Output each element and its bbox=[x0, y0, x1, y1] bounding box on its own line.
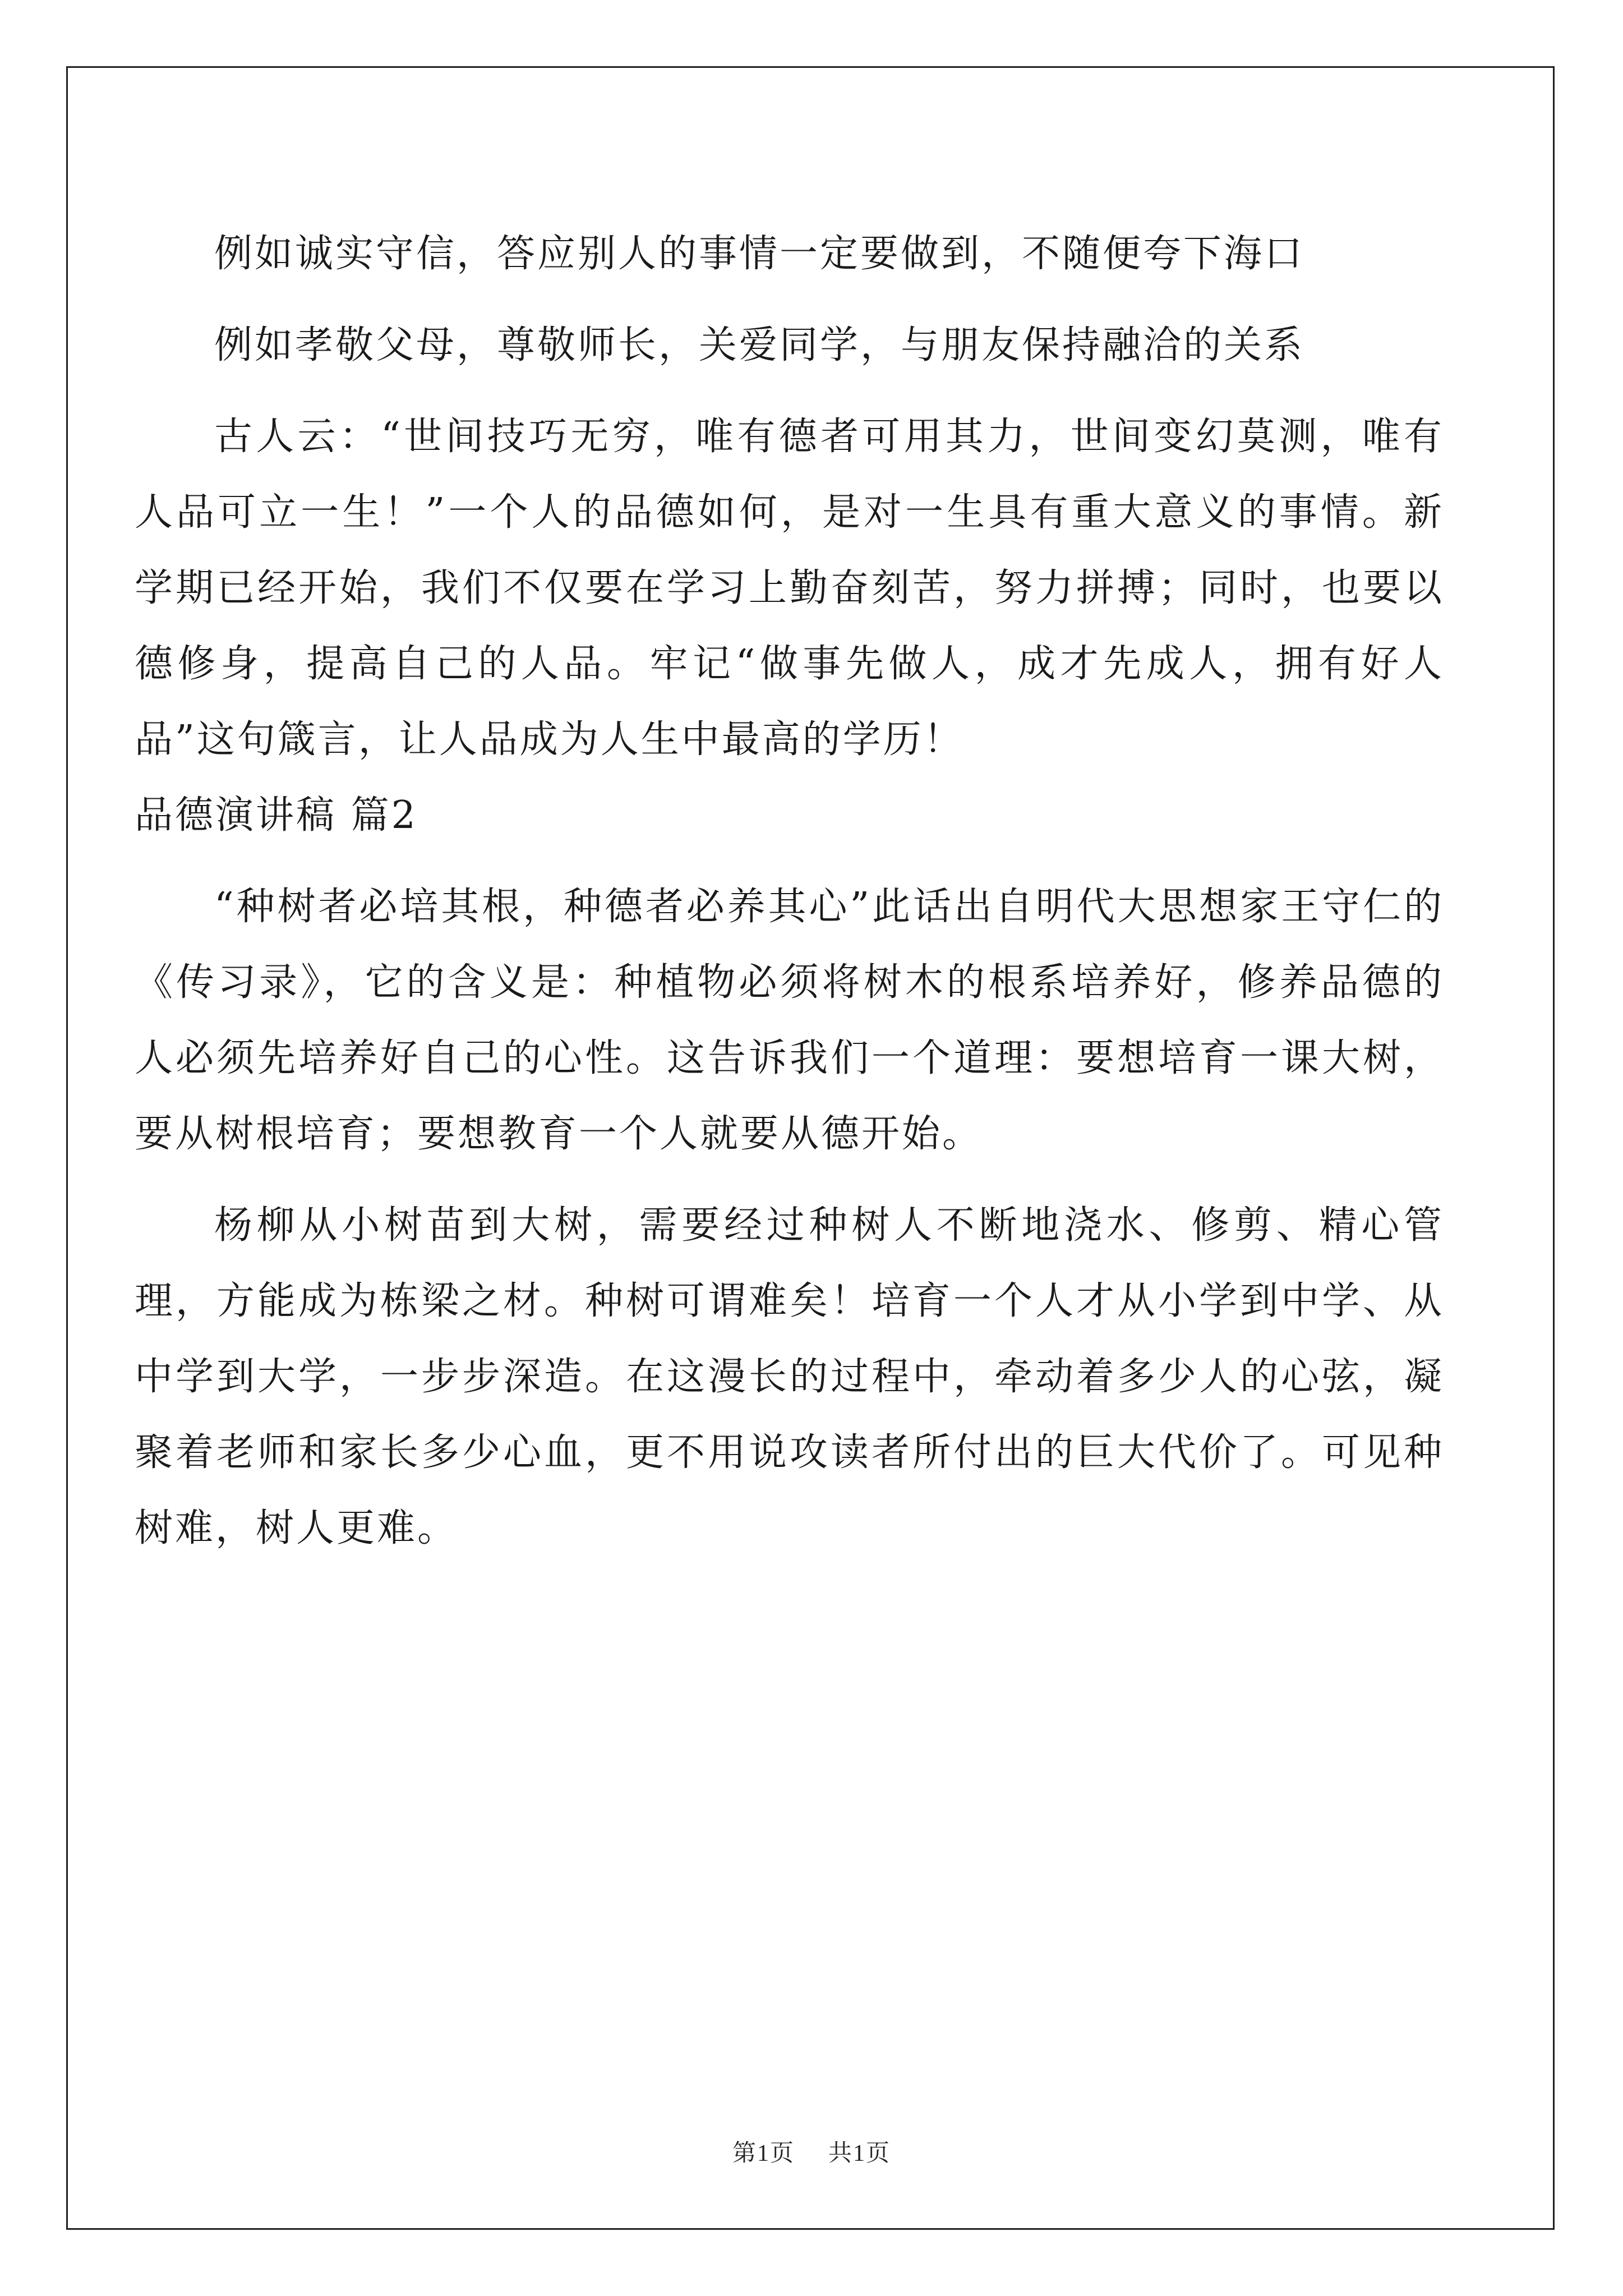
document-body bbox=[135, 216, 1444, 1566]
paragraph: 杨柳从小树苗到大树，需要经过种树人不断地浇水、修剪、精心管理，方能成为栋梁之材。种树可谓难矣！培育一个人才从小学到中学、从中学到大学，一步步深造。在这漫长的过程中，牵动着多少人的心弦，凝聚着老师和家长多少心血，更不用说攻读者所付出的巨大代价了。可见种树难，树人更难。 bbox=[135, 1203, 1444, 1550]
paragraph: 古人云：“世间技巧无穷，唯有德者可用其力，世间变幻莫测，唯有人品可立一生！”一个人的品德如何，是对一生具有重大意义的事情。新学期已经开始，我们不仅要在学习上勤奋刻苦，努力拼搏；同时，也要以德修身，提高自己的人品。牢记“做事先做人，成才先成人，拥有好人品”这句箴言，让人品成为人生中最高的学历！ bbox=[135, 415, 1444, 762]
page-footer bbox=[0, 2134, 1623, 2168]
paragraph: “种树者必培其根，种德者必养其心”此话出自明代大思想家王守仁的《传习录》，它的含义是：种植物必须将树木的根系培养好，修养品德的人必须先培养好自己的心性。这告诉我们一个道理：要想培育一课大树，要从树根培育；要想教育一个人就要从德开始。 bbox=[135, 885, 1444, 1156]
section-heading: 品德演讲稿 篇2 bbox=[135, 793, 418, 838]
page-count: 共1页 bbox=[828, 2141, 891, 2166]
paragraph: 例如孝敬父母，尊敬师长，关爱同学，与朋友保持融洽的关系 bbox=[214, 323, 1305, 367]
page-number: 第1页 bbox=[732, 2141, 795, 2166]
paragraph: 例如诚实守信，答应别人的事情一定要做到，不随便夸下海口 bbox=[214, 232, 1305, 276]
